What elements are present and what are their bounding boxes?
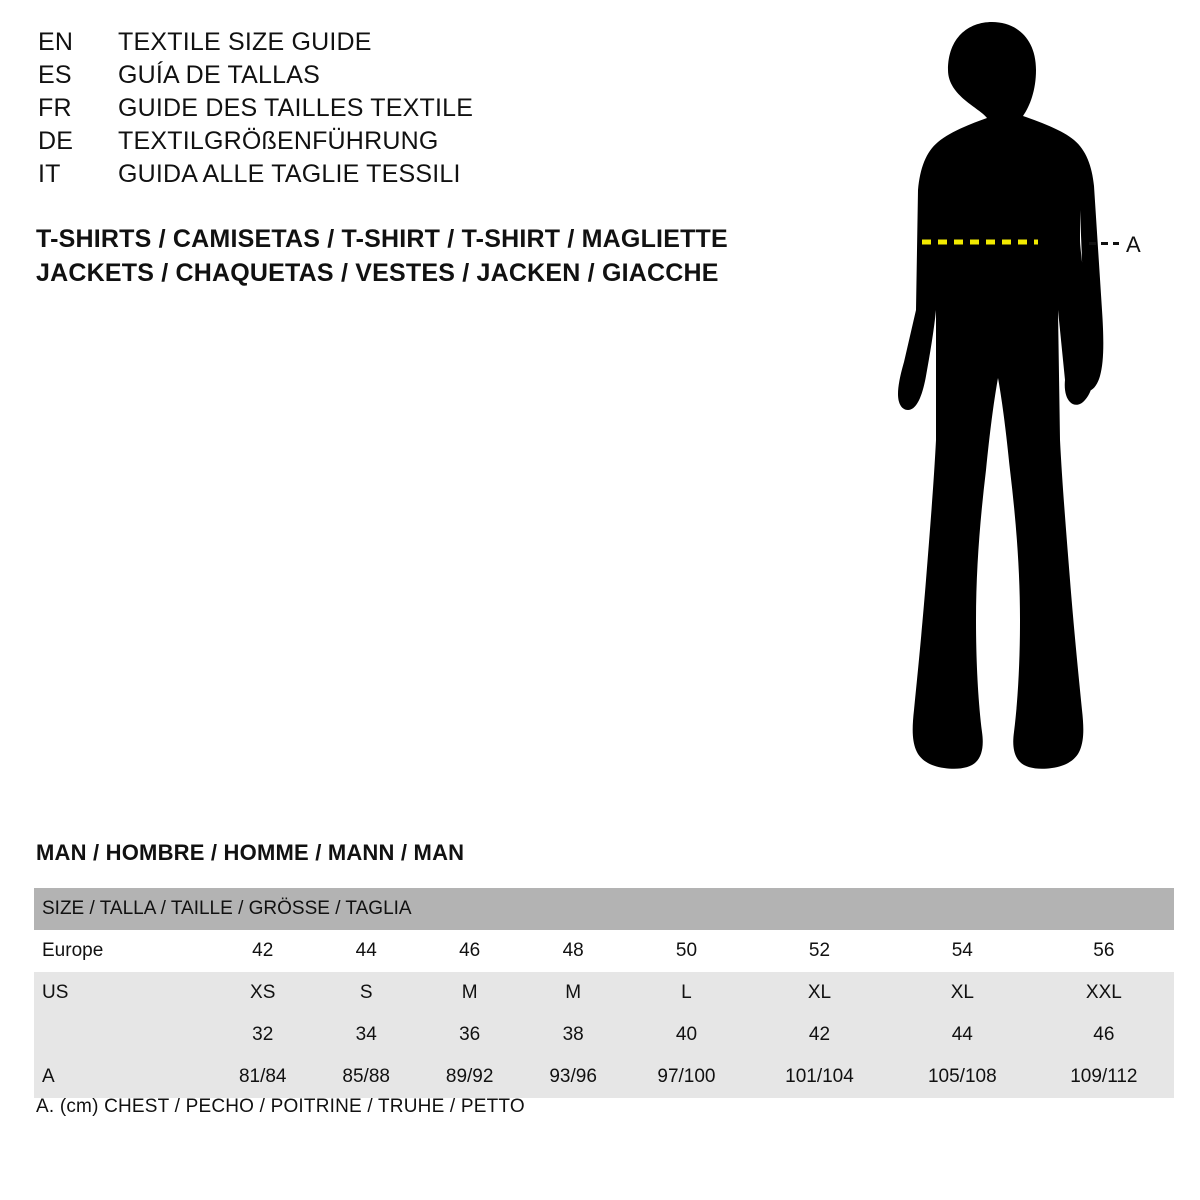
measure-label-a: A	[1126, 232, 1141, 257]
silhouette-svg	[830, 10, 1170, 800]
row-label	[34, 1014, 211, 1056]
language-code: FR	[38, 94, 72, 122]
table-cell: 89/92	[418, 1056, 521, 1098]
table-cell: 44	[891, 1014, 1034, 1056]
language-title-block	[38, 26, 738, 191]
table-row	[34, 1014, 1174, 1056]
language-title: GUÍA DE TALLAS	[118, 61, 320, 89]
table-cell: 81/84	[211, 1056, 314, 1098]
table-cell: 40	[625, 1014, 748, 1056]
language-code: DE	[38, 127, 74, 155]
language-row	[38, 92, 738, 125]
language-row	[38, 125, 738, 158]
table-cell: 56	[1034, 930, 1174, 972]
table-cell: 46	[1034, 1014, 1174, 1056]
language-code: EN	[38, 28, 74, 56]
table-row	[34, 930, 1174, 972]
language-code: IT	[38, 160, 61, 188]
table-cell: 32	[211, 1014, 314, 1056]
table-cell: 97/100	[625, 1056, 748, 1098]
table-cell: XXL	[1034, 972, 1174, 1014]
table-cell: 93/96	[521, 1056, 624, 1098]
table-cell: 36	[418, 1014, 521, 1056]
row-label: Europe	[34, 930, 211, 972]
table-cell: 52	[748, 930, 891, 972]
table-cell: 85/88	[314, 1056, 417, 1098]
table-cell: XS	[211, 972, 314, 1014]
table-cell: L	[625, 972, 748, 1014]
table-cell: 50	[625, 930, 748, 972]
language-title: TEXTILE SIZE GUIDE	[118, 28, 372, 56]
garment-line-jackets: JACKETS / CHAQUETAS / VESTES / JACKEN / GIACCHE	[36, 259, 719, 287]
table-cell: 46	[418, 930, 521, 972]
language-code: ES	[38, 61, 72, 89]
table-cell: 105/108	[891, 1056, 1034, 1098]
language-row	[38, 158, 738, 191]
language-title: GUIDA ALLE TAGLIE TESSILI	[118, 160, 461, 188]
language-row	[38, 26, 738, 59]
table-cell: XL	[748, 972, 891, 1014]
row-label: A	[34, 1056, 211, 1098]
section-title-man: MAN / HOMBRE / HOMME / MANN / MAN	[36, 840, 465, 865]
table-cell: 38	[521, 1014, 624, 1056]
table-cell: XL	[891, 972, 1034, 1014]
body-silhouette-figure	[830, 10, 1170, 800]
row-label: US	[34, 972, 211, 1014]
table-cell: M	[521, 972, 624, 1014]
language-row	[38, 59, 738, 92]
table-cell: S	[314, 972, 417, 1014]
language-title: GUIDE DES TAILLES TEXTILE	[118, 94, 474, 122]
garment-line-tshirts: T-SHIRTS / CAMISETAS / T-SHIRT / T-SHIRT / MAGLIETTE	[36, 225, 728, 253]
table-cell: 44	[314, 930, 417, 972]
measure-leader-dashes	[1089, 242, 1119, 245]
table-row	[34, 972, 1174, 1014]
table-cell: 42	[211, 930, 314, 972]
table-cell: 54	[891, 930, 1034, 972]
table-band-row	[34, 888, 1174, 930]
table-cell: 109/112	[1034, 1056, 1174, 1098]
table-row	[34, 1056, 1174, 1098]
man-silhouette-shape	[898, 22, 1103, 769]
footnote-chest-measure: A. (cm) CHEST / PECHO / POITRINE / TRUHE / PETTO	[36, 1096, 525, 1117]
language-title: TEXTILGRÖßENFÜHRUNG	[118, 127, 439, 155]
table-cell: 48	[521, 930, 624, 972]
garment-type-block	[36, 222, 796, 290]
table-cell: 101/104	[748, 1056, 891, 1098]
table-band-label: SIZE / TALLA / TAILLE / GRÖSSE / TAGLIA	[34, 888, 1174, 930]
table-cell: 42	[748, 1014, 891, 1056]
table-cell: M	[418, 972, 521, 1014]
table-cell: 34	[314, 1014, 417, 1056]
size-table	[34, 888, 1174, 1098]
